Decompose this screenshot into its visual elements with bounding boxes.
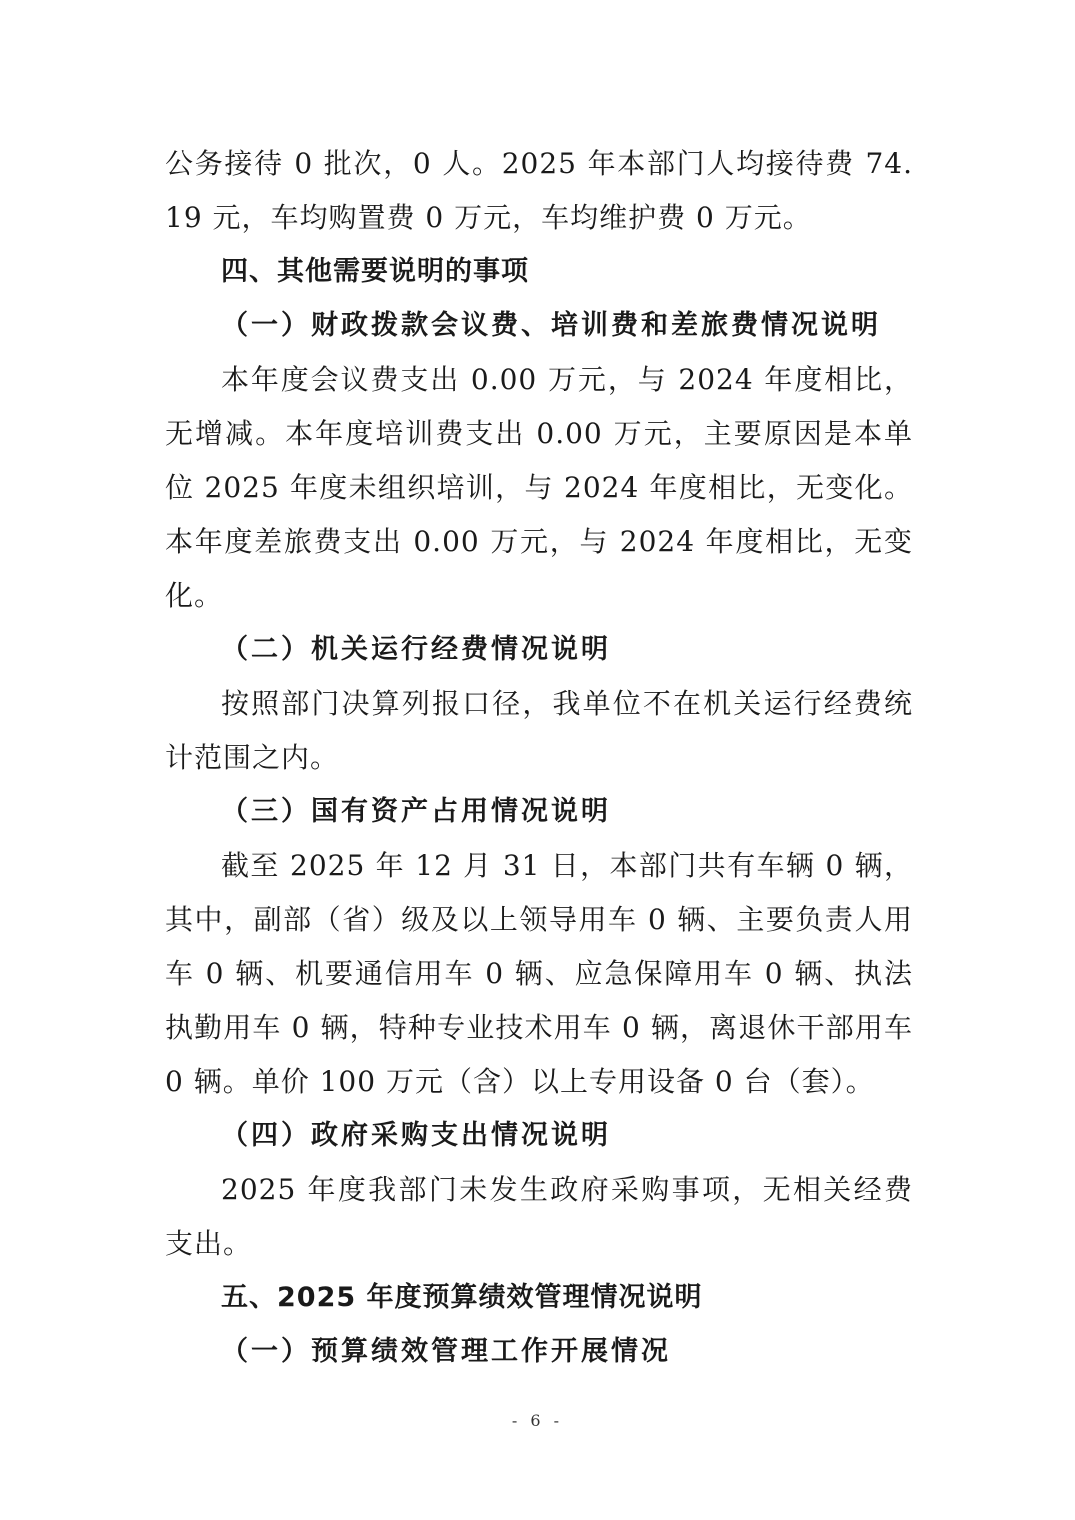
paragraph-state-assets: 截至 2025 年 12 月 31 日，本部门共有车辆 0 辆，其中，副部（省）级及以上领导用车 0 辆、主要负责人用车 0 辆、机要通信用车 0 辆、应急保障用车 0 辆、执法执勤用车 0 辆，特种专业技术用车 0 辆，离退休干部用车 0 辆。单价 100 万元（含）以上专用设备 0 台（套）。 [165,849,913,1098]
paragraph-hospitality-continued: 公务接待 0 批次，0 人。2025 年本部门人均接待费 74.19 元，车均购置费 0 万元，车均维护费 0 万元。 [165,147,913,234]
page-number: - 6 - [511,1411,564,1430]
subsection-heading-meeting-training-travel: （一）财政拨款会议费、培训费和差旅费情况说明 [221,310,881,341]
section-heading-performance-management: 五、2025 年度预算绩效管理情况说明 [221,1282,703,1313]
page-content [165,137,913,1379]
paragraph-operating-expenses: 按照部门决算列报口径，我单位不在机关运行经费统计范围之内。 [165,687,913,774]
subsection-heading-state-assets: （三）国有资产占用情况说明 [221,796,611,827]
subsection-heading-government-procurement: （四）政府采购支出情况说明 [221,1120,611,1151]
paragraph-government-procurement: 2025 年度我部门未发生政府采购事项，无相关经费支出。 [165,1173,913,1260]
subsection-heading-operating-expenses: （二）机关运行经费情况说明 [221,634,611,665]
subsection-heading-performance-work: （一）预算绩效管理工作开展情况 [221,1336,671,1367]
section-heading-other-matters: 四、其他需要说明的事项 [221,256,529,287]
paragraph-meeting-training-travel: 本年度会议费支出 0.00 万元，与 2024 年度相比，无增减。本年度培训费支出 0.00 万元，主要原因是本单位 2025 年度未组织培训，与 2024 年度相比，无变化。本年度差旅费支出 0.00 万元，与 2024 年度相比，无变化。 [165,363,913,612]
